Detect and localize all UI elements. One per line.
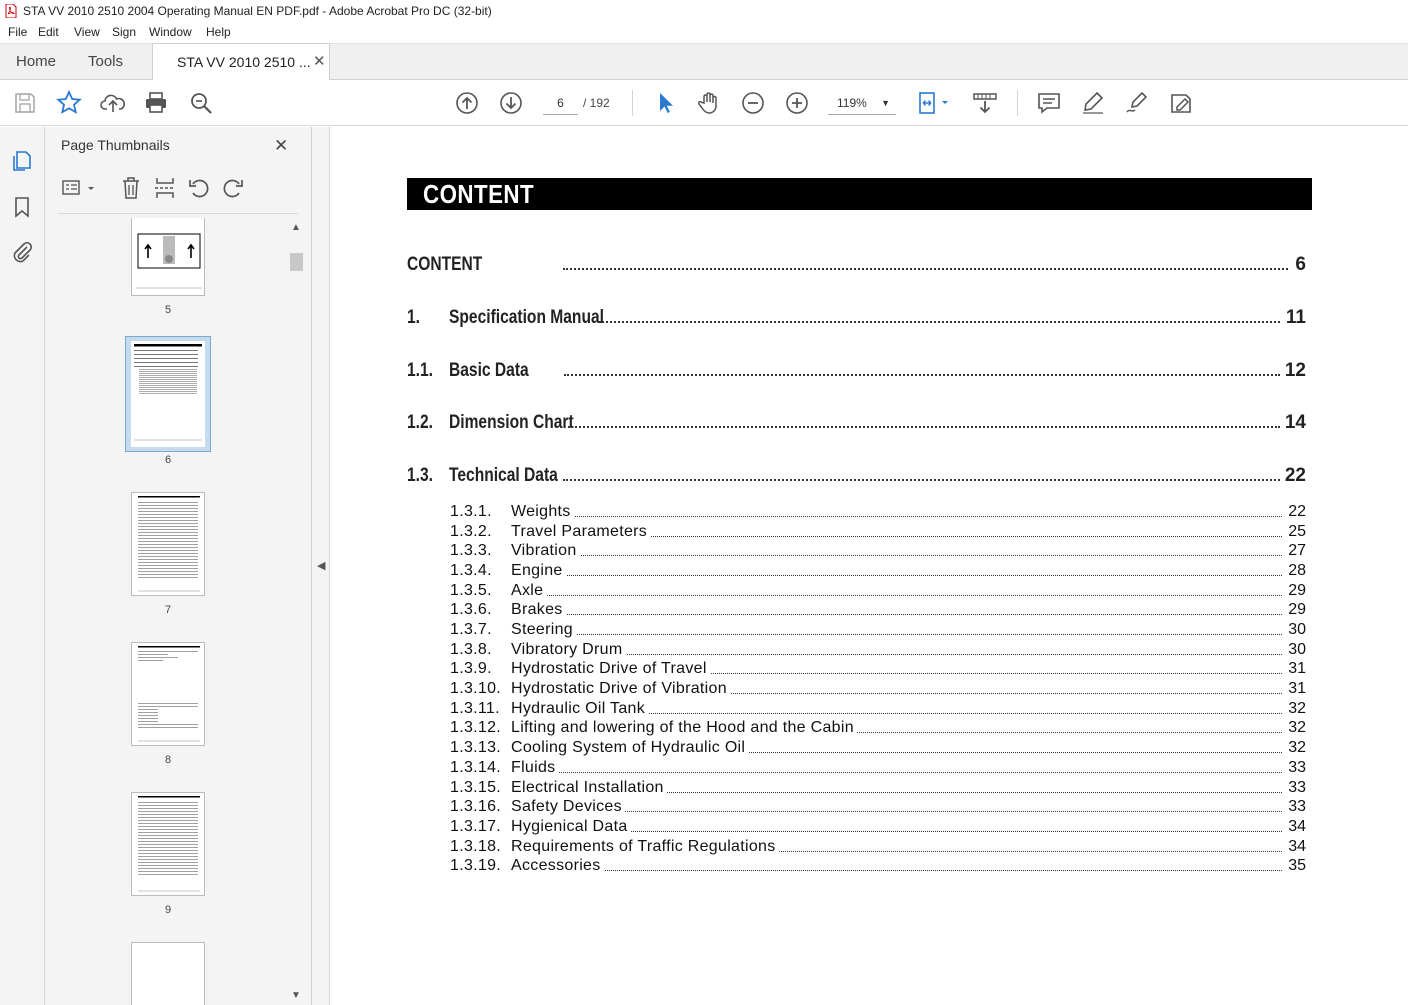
banner-title: CONTENT xyxy=(423,179,535,209)
toc-subentry[interactable] xyxy=(450,660,1306,680)
thumbnail-page-7[interactable] xyxy=(131,492,205,596)
upload-cloud-icon[interactable] xyxy=(100,90,126,116)
toc-subentry[interactable] xyxy=(450,641,1306,661)
hand-tool-icon[interactable] xyxy=(696,90,722,116)
toc-subentry-title: Hydraulic Oil Tank xyxy=(511,700,648,718)
page-fit-icon[interactable] xyxy=(916,90,952,116)
select-cursor-icon[interactable] xyxy=(652,90,678,116)
toc-subentry-number: 1.3.4. xyxy=(450,562,492,579)
thumbnail-label: 6 xyxy=(164,454,172,466)
thumbnail-page-5[interactable] xyxy=(131,218,205,296)
thumbnail-options-icon[interactable] xyxy=(61,175,95,201)
toc-subentry-title: Vibration xyxy=(511,542,580,560)
tab-home[interactable]: Home xyxy=(16,53,57,70)
toc-subentry[interactable] xyxy=(450,542,1306,562)
toc-leader xyxy=(511,772,1282,773)
toc-page: 31 xyxy=(1288,680,1306,697)
toc-subentry-number: 1.3.11. xyxy=(450,700,500,717)
highlight-pen-icon[interactable] xyxy=(1080,90,1106,116)
attachments-icon[interactable] xyxy=(10,240,34,264)
toc-heading-title: Specification Manual xyxy=(449,307,604,328)
toc-subentry-number: 1.3.10. xyxy=(450,680,502,697)
toc-subentry-number: 1.3.7. xyxy=(450,621,492,638)
delete-page-icon[interactable] xyxy=(119,175,143,201)
toc-page: 33 xyxy=(1288,779,1306,796)
toc-subentry-number: 1.3.18. xyxy=(450,838,502,855)
toc-subentry-title: Cooling System of Hydraulic Oil xyxy=(511,739,748,757)
toc-subentry[interactable] xyxy=(450,523,1306,543)
tab-bar xyxy=(0,43,1408,80)
toc-heading-number: 1.1. xyxy=(407,360,433,381)
toc-subentry-number: 1.3.6. xyxy=(450,601,492,618)
thumbnail-page-9[interactable] xyxy=(131,792,205,896)
toc-leader xyxy=(599,321,1280,323)
toc-subentry-title: Requirements of Traffic Regulations xyxy=(511,838,779,856)
toc-page: 34 xyxy=(1288,838,1306,855)
toc-subentry[interactable] xyxy=(450,838,1306,858)
extract-page-icon[interactable] xyxy=(153,175,177,201)
panel-divider xyxy=(58,213,298,214)
toc-subentry-title: Hydrostatic Drive of Travel xyxy=(511,660,710,678)
toc-subentry-title: Vibratory Drum xyxy=(511,641,626,659)
toc-leader xyxy=(511,811,1282,812)
toc-subentry-number: 1.3.17. xyxy=(450,818,502,835)
zoom-out-icon[interactable] xyxy=(740,90,766,116)
edit-fill-sign-icon[interactable] xyxy=(1168,90,1194,116)
thumbnail-scrollbar[interactable] xyxy=(289,218,304,1005)
bookmark-star-icon[interactable] xyxy=(56,90,82,116)
menu-help[interactable]: Help xyxy=(206,25,231,39)
thumbnail-label: 8 xyxy=(164,754,172,766)
toc-leader xyxy=(511,595,1282,596)
toc-page: 27 xyxy=(1288,542,1306,559)
toc-page: 31 xyxy=(1288,660,1306,677)
toolbar-divider xyxy=(632,90,633,116)
toc-subentry-title: Weights xyxy=(511,503,574,521)
menu-sign[interactable]: Sign xyxy=(112,25,137,39)
rotate-right-icon[interactable] xyxy=(221,175,245,201)
tab-document-label: STA VV 2010 2510 ... xyxy=(177,54,311,70)
toolbar xyxy=(0,80,1408,126)
toc-leader xyxy=(511,634,1282,635)
toc-subentry[interactable] xyxy=(450,759,1306,779)
toc-subentry-title: Electrical Installation xyxy=(511,779,667,797)
scrollbar-thumb[interactable] xyxy=(290,253,303,271)
comment-icon[interactable] xyxy=(1036,90,1062,116)
toc-heading[interactable] xyxy=(407,412,1306,436)
toc-subentry-number: 1.3.19. xyxy=(450,857,502,874)
toc-heading[interactable] xyxy=(407,254,1306,278)
page-thumbnails-panel xyxy=(45,127,312,1005)
toc-page: 29 xyxy=(1288,582,1306,599)
toc-heading[interactable] xyxy=(407,307,1306,331)
zoom-level-select[interactable] xyxy=(828,91,896,115)
thumbnail-page-8[interactable] xyxy=(131,642,205,746)
menu-edit[interactable]: Edit xyxy=(38,25,59,39)
toc-heading-number: 1. xyxy=(407,307,421,328)
toc-subentry[interactable] xyxy=(450,700,1306,720)
close-panel-icon[interactable]: ✕ xyxy=(274,136,289,155)
menu-view[interactable]: View xyxy=(74,25,100,39)
toc-leader xyxy=(563,479,1280,481)
left-navigation-rail xyxy=(0,127,45,1005)
toc-leader xyxy=(511,555,1282,556)
toc-page: 29 xyxy=(1288,601,1306,618)
panel-title: Page Thumbnails xyxy=(61,137,170,153)
page-number-input[interactable]: 6 xyxy=(543,91,578,115)
menu-window[interactable]: Window xyxy=(149,25,192,39)
toc-heading-title: Dimension Chart xyxy=(449,412,574,433)
toc-leader xyxy=(568,426,1280,428)
toc-subentry-number: 1.3.1. xyxy=(450,503,492,520)
toc-subentry-number: 1.3.8. xyxy=(450,641,492,658)
toc-subentry[interactable] xyxy=(450,857,1306,877)
rotate-left-icon[interactable] xyxy=(187,175,211,201)
toc-subentry-number: 1.3.2. xyxy=(450,523,492,540)
toc-page: 32 xyxy=(1288,739,1306,756)
toc-heading-number: 1.2. xyxy=(407,412,433,433)
toc-subentry-number: 1.3.14. xyxy=(450,759,502,776)
thumbnail-list xyxy=(45,218,290,1005)
document-view[interactable] xyxy=(330,127,1408,1005)
toc-subentry-number: 1.3.5. xyxy=(450,582,492,599)
toc-subentry-title: Hydrostatic Drive of Vibration xyxy=(511,680,730,698)
title-bar xyxy=(0,0,1408,22)
toc-subentry-number: 1.3.12. xyxy=(450,719,502,736)
previous-page-icon[interactable] xyxy=(454,90,480,116)
toc-subentry-title: Hygienical Data xyxy=(511,818,631,836)
toc-subentry[interactable] xyxy=(450,601,1306,621)
scroll-up-icon[interactable]: ▲ xyxy=(291,222,301,233)
toc-page: 32 xyxy=(1288,719,1306,736)
toc-subentry-title: Accessories xyxy=(511,857,604,875)
toc-page: 11 xyxy=(1285,307,1306,328)
chevron-down-icon: ▼ xyxy=(881,98,890,108)
toc-page: 33 xyxy=(1288,759,1306,776)
bookmarks-icon[interactable] xyxy=(10,195,34,219)
toc-leader xyxy=(511,654,1282,655)
toc-page: 22 xyxy=(1288,503,1306,520)
toc-subentry-title: Lifting and lowering of the Hood and the Cabin xyxy=(511,719,857,737)
toc-heading-number: 1.3. xyxy=(407,465,433,486)
pdf-file-icon xyxy=(5,4,17,18)
thumbnail-label: 9 xyxy=(164,904,172,916)
toc-subentry-number: 1.3.9. xyxy=(450,660,492,677)
sign-pen-icon[interactable] xyxy=(1124,90,1150,116)
toc-subentry[interactable] xyxy=(450,680,1306,700)
next-page-icon[interactable] xyxy=(498,90,524,116)
toc-subentry-number: 1.3.15. xyxy=(450,779,502,796)
toc-subentry[interactable] xyxy=(450,621,1306,641)
toc-leader xyxy=(511,575,1282,576)
menu-bar xyxy=(0,22,1408,43)
toc-subentry-title: Brakes xyxy=(511,601,566,619)
toc-page: 25 xyxy=(1288,523,1306,540)
toc-leader xyxy=(511,870,1282,871)
toc-subentry-title: Safety Devices xyxy=(511,798,625,816)
toc-page: 14 xyxy=(1284,412,1306,433)
close-tab-icon[interactable]: ✕ xyxy=(313,53,326,70)
toc-subentry-title: Axle xyxy=(511,582,546,600)
toc-subentry[interactable] xyxy=(450,562,1306,582)
content-banner xyxy=(407,178,1312,210)
print-icon[interactable] xyxy=(143,90,169,116)
toc-subentry[interactable] xyxy=(450,503,1306,523)
toc-subentry-number: 1.3.16. xyxy=(450,798,502,815)
window-title: STA VV 2010 2510 2004 Operating Manual EN PDF.pdf - Adobe Acrobat Pro DC (32-bit) xyxy=(23,4,492,18)
toc-subentry-title: Travel Parameters xyxy=(511,523,650,541)
toc-leader xyxy=(564,374,1280,376)
page-total: / 192 xyxy=(583,96,610,110)
toc-subentry-title: Fluids xyxy=(511,759,558,777)
tab-tools[interactable]: Tools xyxy=(88,53,124,70)
scroll-mode-icon[interactable] xyxy=(972,90,998,116)
toc-page: 30 xyxy=(1288,621,1306,638)
tab-document[interactable] xyxy=(152,43,330,81)
toolbar-divider xyxy=(1017,90,1018,116)
toc-subentry[interactable] xyxy=(450,818,1306,838)
menu-file[interactable]: File xyxy=(8,25,28,39)
toc-page: 12 xyxy=(1284,360,1306,381)
toc-page: 28 xyxy=(1288,562,1306,579)
thumbnail-label: 7 xyxy=(164,604,172,616)
toc-page: 32 xyxy=(1288,700,1306,717)
toc-heading-title: Basic Data xyxy=(449,360,529,381)
toc-leader xyxy=(511,614,1282,615)
collapse-panel-icon[interactable]: ◀ xyxy=(317,560,326,572)
zoom-search-icon[interactable] xyxy=(188,90,214,116)
toc-page: 35 xyxy=(1288,857,1306,874)
toc-subentry[interactable] xyxy=(450,798,1306,818)
scroll-down-icon[interactable]: ▼ xyxy=(291,990,301,1001)
thumbnail-page-10[interactable] xyxy=(131,942,205,1005)
toc-subentry[interactable] xyxy=(450,779,1306,799)
toc-subentry-number: 1.3.13. xyxy=(450,739,502,756)
toc-leader xyxy=(511,516,1282,517)
toc-page: 30 xyxy=(1288,641,1306,658)
thumbnail-page-6[interactable] xyxy=(131,341,205,447)
toc-page: 33 xyxy=(1288,798,1306,815)
toc-subentry-number: 1.3.3. xyxy=(450,542,492,559)
toc-page: 34 xyxy=(1288,818,1306,835)
toc-subentry[interactable] xyxy=(450,582,1306,602)
toc-subentry[interactable] xyxy=(450,739,1306,759)
toc-heading-title: Technical Data xyxy=(449,465,558,486)
toc-page: 6 xyxy=(1295,254,1306,275)
toc-heading[interactable] xyxy=(407,465,1306,489)
toc-leader xyxy=(563,268,1288,270)
save-icon[interactable] xyxy=(12,90,38,116)
toc-heading[interactable] xyxy=(407,360,1306,384)
zoom-level-value: 119% xyxy=(837,96,867,110)
toc-subentry-title: Engine xyxy=(511,562,566,580)
zoom-in-icon[interactable] xyxy=(784,90,810,116)
panel-collapse-gutter[interactable] xyxy=(312,127,330,1005)
page-thumbnails-icon[interactable] xyxy=(10,149,34,173)
toc-heading-number: CONTENT xyxy=(407,254,483,275)
toc-page: 22 xyxy=(1284,465,1306,486)
toc-subentry-title: Steering xyxy=(511,621,576,639)
thumbnail-label: 5 xyxy=(164,304,172,316)
toc-subentry[interactable] xyxy=(450,719,1306,739)
